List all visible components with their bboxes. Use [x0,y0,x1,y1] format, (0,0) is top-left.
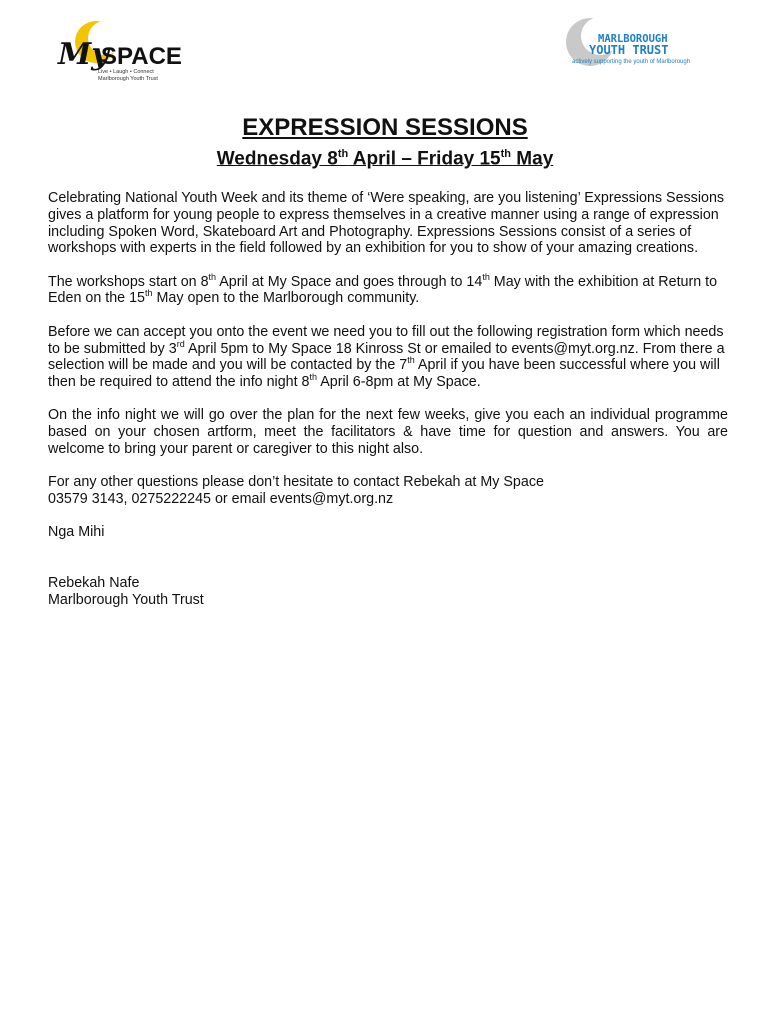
myt-logo [560,16,720,76]
signature-block [48,575,728,609]
registration-text-a: Before we can accept you onto the event we need you to fill out the following registration form which needs to be submitted by 3 [48,323,724,357]
registration-text-c: April if you have been successful where you will then be required to attend the info night 8 [48,357,720,391]
registration-paragraph [48,324,728,391]
info-night-paragraph: On the info night we will go over the plan for the next few weeks, give you each an individual programme based on your chosen artform, meet the facilitators & have time for question and answers. You are welcome to bring your parent or caregiver to this night also. [48,407,728,458]
myspace-wordmark-my: My [58,37,109,72]
intro-paragraph: Celebrating National Youth Week and its theme of ‘Were speaking, are you listening’ Expressions Sessions gives a platform for young people to express themselves in a creative manner using a range of expression including Spoken Word, Skateboard Art and Photography. Expressions Sessions consist of a series of workshops with experts in the field followed by an exhibition for you to show of your amazing creations. [48,190,725,257]
signature-name: Rebekah Nafe [48,575,140,592]
myt-logo-line1: MARLBOROUGH [598,33,668,45]
workshops-paragraph [48,271,728,308]
myspace-wordmark-space: SPACE [101,43,182,70]
closing: Nga Mihi [48,524,105,541]
contact-line-1: For any other questions please don’t hesitate to contact Rebekah at My Space [48,474,544,491]
myspace-tagline-2: Marlborough Youth Trust [98,76,158,82]
registration-sup-b: th [407,355,415,366]
workshops-sup-a: th [208,271,217,282]
date-sup-2: th [500,148,512,160]
myt-logo-tagline: actively supporting the youth of Marlborough [572,59,691,65]
myspace-tagline-1: Live • Laugh • Connect [98,69,154,75]
date-part-2: April – Friday 15 [348,148,501,170]
myspace-logo [52,18,187,84]
date-part-1: Wednesday 8 [216,148,338,170]
workshops-text-c: May with the exhibition at Return to Eden on the 15 [48,273,718,307]
registration-text-b: April 5pm to My Space 18 Kinross St or emailed to events@myt.org.nz. From there a selection will be made and you will be contacted by the 7 [48,340,725,374]
date-sup-1: th [337,148,349,160]
workshops-text-d: May open to the Marlborough community. [152,290,420,307]
registration-sup-c: th [309,372,318,383]
event-dates [0,148,770,170]
registration-text-d: April 6-8pm at My Space. [317,374,481,391]
myt-logo-graphic [560,16,720,76]
page-title: EXPRESSION SESSIONS [242,114,528,141]
registration-sup-a: rd [176,338,185,349]
workshops-text-a: The workshops start on 8 [48,273,209,290]
myt-logo-line2: YOUTH TRUST [589,43,669,57]
workshops-text-b: April at My Space and goes through to 14 [216,273,483,290]
signature-org: Marlborough Youth Trust [48,592,204,609]
contact-line-2: 03579 3143, 0275222245 or email events@myt.org.nz [48,491,394,508]
letter-body [48,190,728,625]
contact-paragraph [48,474,728,508]
date-part-3: May [511,148,554,170]
workshops-sup-b: th [482,271,490,282]
myspace-logo-graphic [52,18,187,84]
workshops-sup-c: th [145,288,153,299]
